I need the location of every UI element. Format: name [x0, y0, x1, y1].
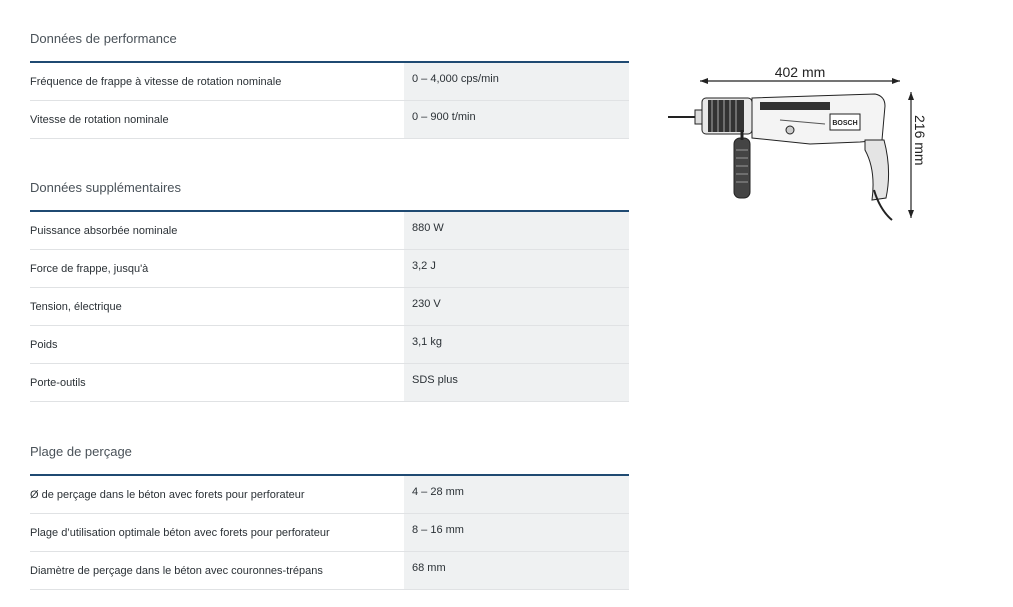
brand-logo: BOSCH [832, 120, 858, 127]
table-row [30, 101, 629, 139]
spec-value: 0 – 4,000 cps/min [404, 63, 629, 100]
spec-value: 8 – 16 mm [404, 514, 629, 551]
spec-label: Puissance absorbée nominale [30, 225, 178, 237]
spec-value: 4 – 28 mm [404, 476, 629, 513]
table-row [30, 63, 629, 101]
spec-value: 880 W [404, 212, 629, 249]
spec-label: Poids [30, 339, 58, 351]
section-title: Plage de perçage [30, 444, 132, 459]
spec-label: Force de frappe, jusqu'à [30, 263, 149, 275]
height-dimension [908, 92, 928, 218]
spec-label: Ø de perçage dans le béton avec forets pour perforateur [30, 489, 305, 501]
width-dimension [700, 64, 900, 84]
spec-value: SDS plus [404, 364, 629, 401]
spec-value: 3,1 kg [404, 326, 629, 363]
spec-table [30, 210, 629, 402]
spec-label: Tension, électrique [30, 301, 122, 313]
table-row [30, 326, 629, 364]
section-additional [30, 180, 629, 402]
table-row [30, 476, 629, 514]
spec-label: Plage d’utilisation optimale béton avec forets pour perforateur [30, 527, 330, 539]
table-row [30, 212, 629, 250]
table-row [30, 288, 629, 326]
width-label: 402 mm [774, 64, 826, 80]
drill-illustration [668, 94, 892, 220]
table-row [30, 514, 629, 552]
spec-label: Porte-outils [30, 377, 86, 389]
spec-value: 230 V [404, 288, 629, 325]
spec-value: 0 – 900 t/min [404, 101, 629, 138]
product-dimension-drawing [660, 60, 928, 230]
section-title: Données de performance [30, 31, 177, 46]
height-label: 216 mm [912, 115, 928, 166]
table-row [30, 552, 629, 590]
spec-table [30, 61, 629, 139]
section-performance [30, 31, 629, 139]
section-title: Données supplémentaires [30, 180, 182, 195]
spec-label: Fréquence de frappe à vitesse de rotation nominale [30, 76, 282, 88]
spec-value: 68 mm [404, 552, 629, 589]
table-row [30, 364, 629, 402]
spec-table [30, 474, 629, 590]
section-drilling-range [30, 444, 629, 590]
table-row [30, 250, 629, 288]
spec-label: Diamètre de perçage dans le béton avec couronnes-trépans [30, 565, 323, 577]
spec-label: Vitesse de rotation nominale [30, 114, 169, 126]
spec-value: 3,2 J [404, 250, 629, 287]
